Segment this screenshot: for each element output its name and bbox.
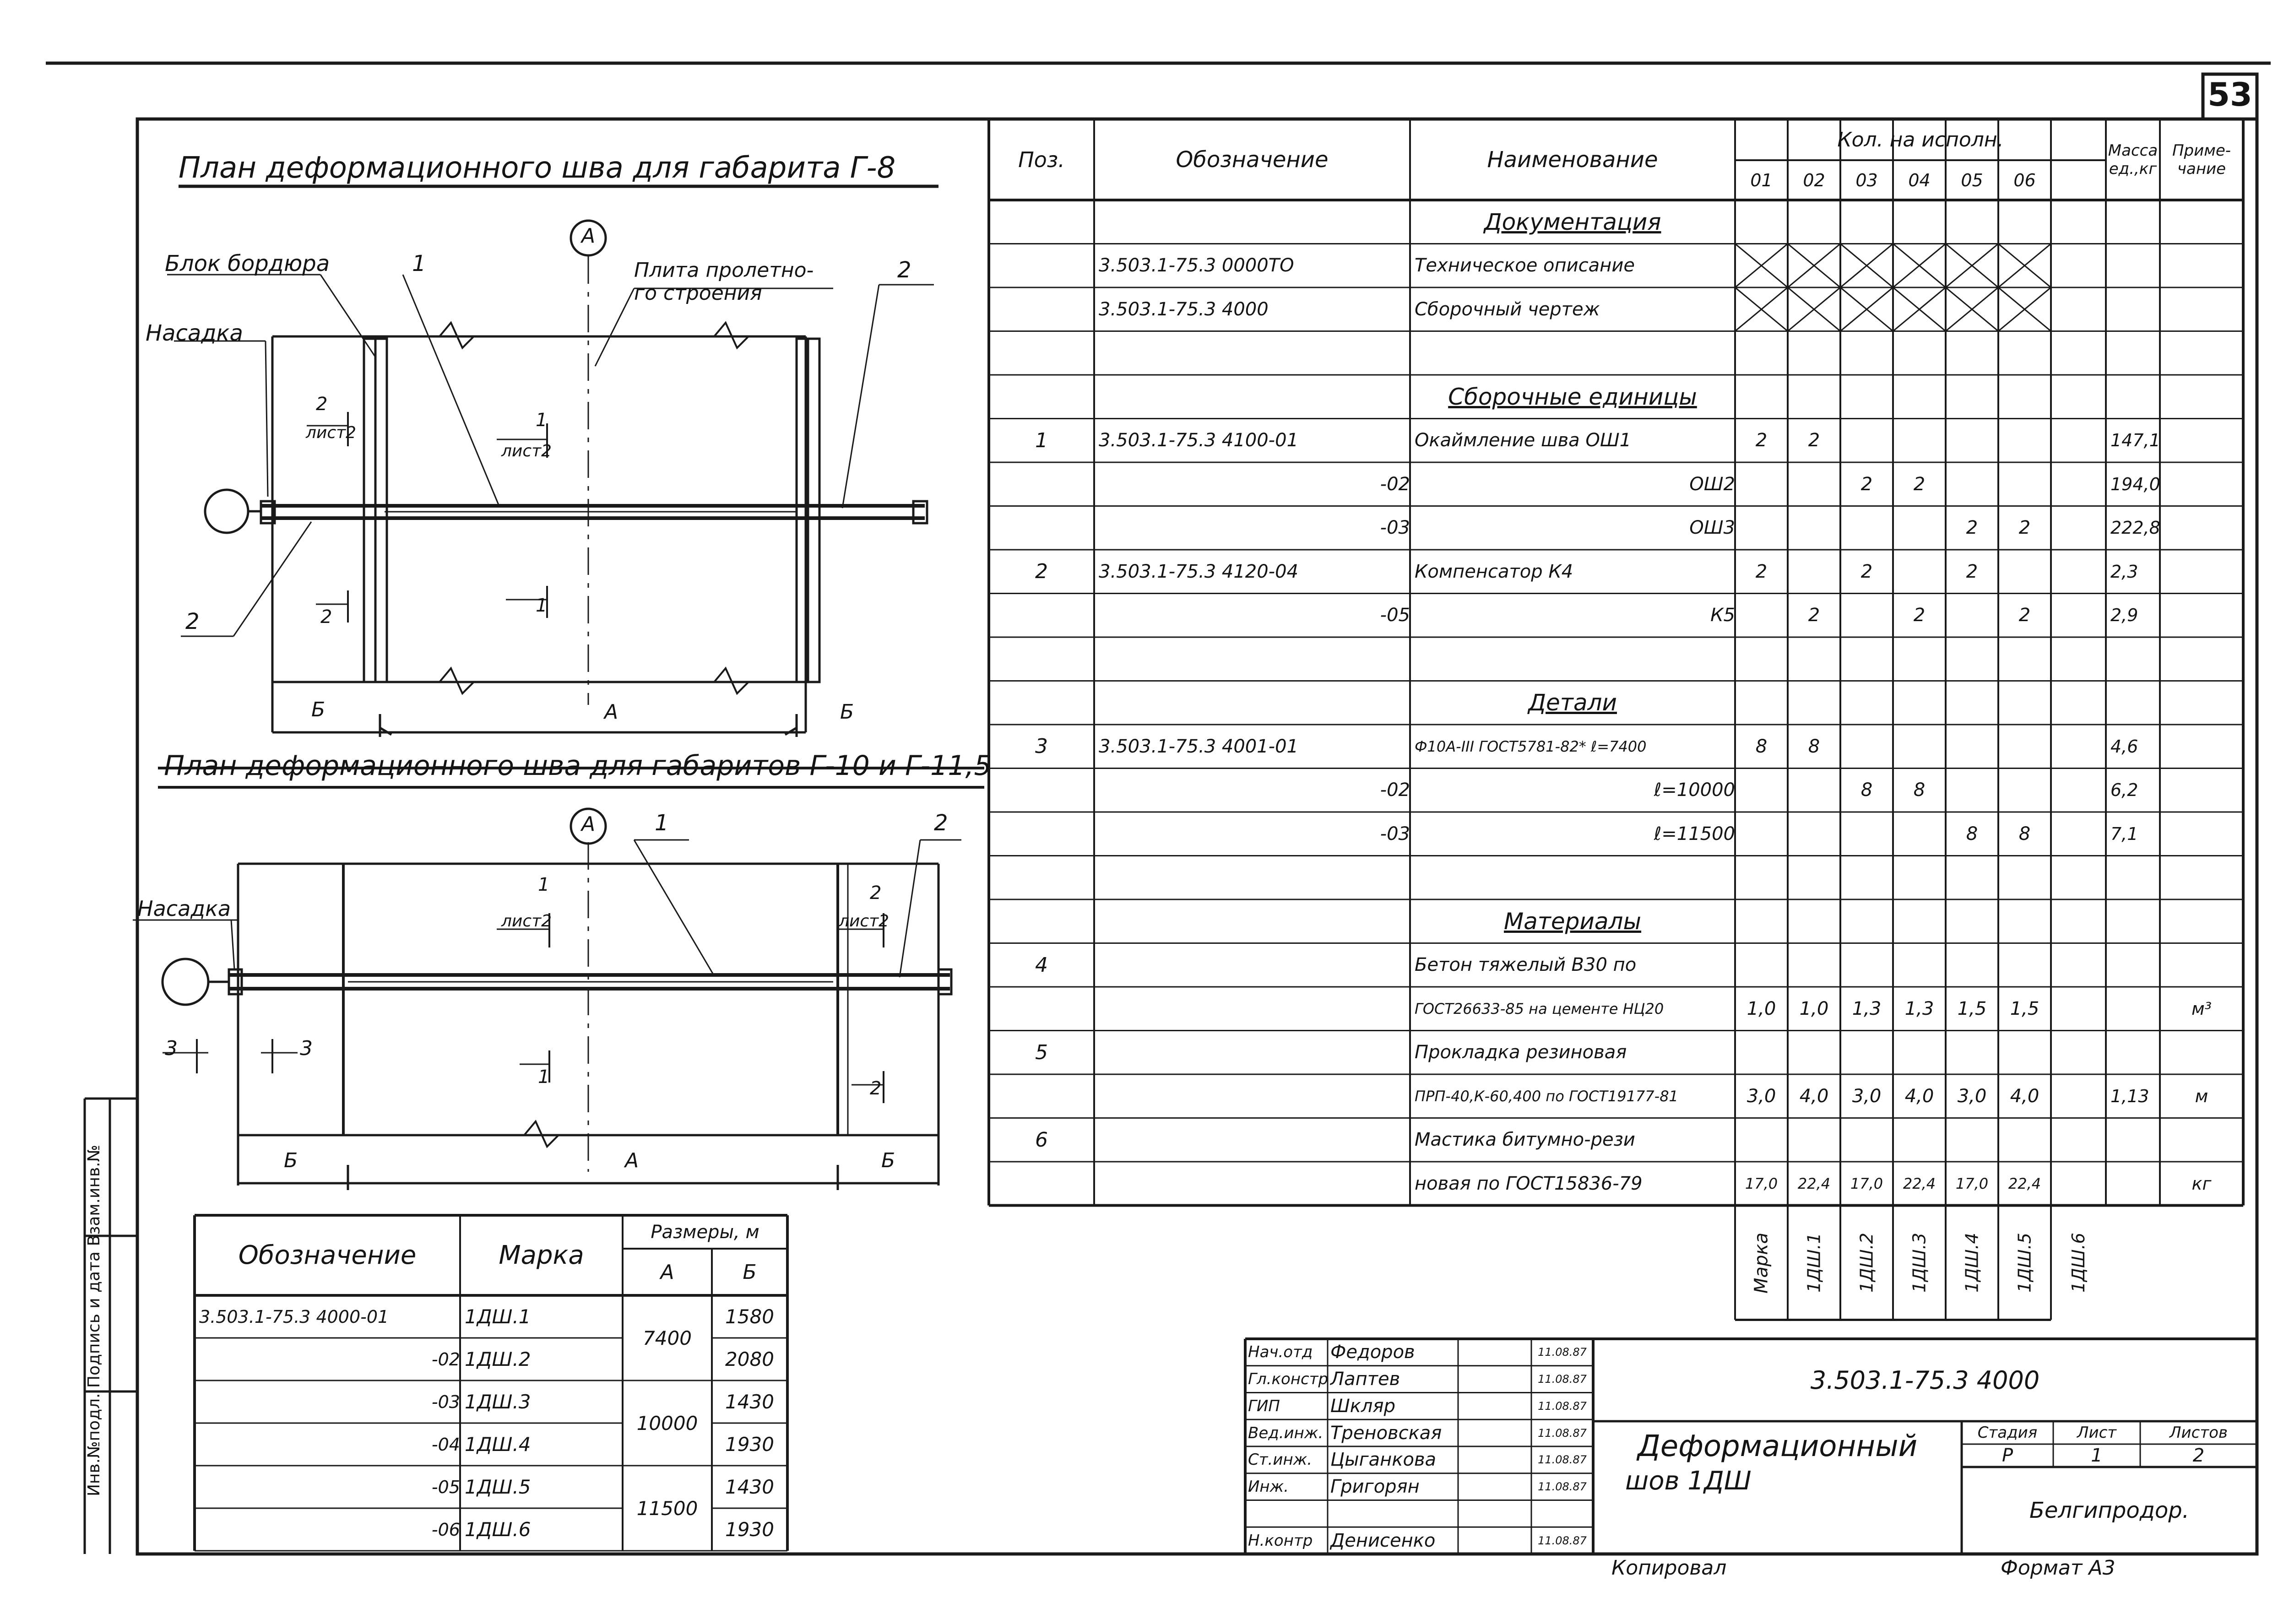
spec-qty: 2: [1966, 561, 1978, 582]
dims-designation: -03: [431, 1391, 460, 1412]
tb-role: Ст.инж.: [1248, 1451, 1313, 1469]
tb-sheets-label: Листов: [2169, 1424, 2228, 1442]
spec-designation: 3.503.1-75.3 4120-04: [1099, 561, 1299, 582]
plan1-pos1: 1: [412, 251, 426, 276]
spec-name: Прокладка резиновая: [1415, 1042, 1627, 1063]
plan2-pos1: 1: [655, 810, 669, 836]
spec-section-title: Сборочные единицы: [1448, 383, 1697, 410]
plan2-cut2-lower: 2: [870, 1078, 882, 1099]
spec-designation: 3.503.1-75.3 4100-01: [1099, 430, 1299, 451]
dims-designation: -04: [431, 1434, 460, 1455]
spec-mass: 2,9: [2110, 605, 2138, 626]
spec-qty: 1,0: [1747, 998, 1776, 1019]
spec-pos: 2: [1035, 560, 1048, 584]
plan1-title: План деформационного шва для габарита Г-8: [179, 151, 896, 185]
dims-designation: -05: [431, 1477, 460, 1497]
plan2-section-a: А: [581, 812, 596, 836]
tb-role: Нач.отд: [1248, 1343, 1313, 1362]
spec-mass: 2,3: [2110, 561, 2138, 582]
spec-qty: 2: [1755, 430, 1768, 451]
spec-header-qty: Кол. на исполн.: [1837, 128, 2004, 152]
paper-format: Формат А3: [2001, 1556, 2115, 1580]
spec-name: Мастика битумно-рези: [1415, 1129, 1635, 1151]
spec-name: Сборочный чертеж: [1415, 298, 1600, 320]
tb-name: Лаптев: [1330, 1369, 1400, 1390]
spec-qty: 1,3: [1904, 998, 1934, 1019]
spec-pos: 5: [1035, 1040, 1048, 1064]
tb-date: 11.08.87: [1538, 1426, 1587, 1440]
dims-b: 1430: [725, 1476, 774, 1498]
spec-qty: 2: [1755, 561, 1768, 582]
spec-name: ОШ2: [1689, 473, 1735, 495]
spec-mass: 4,6: [2110, 736, 2138, 757]
spec-qty: 3,0: [1747, 1085, 1776, 1107]
spec-mass: 6,2: [2110, 780, 2138, 801]
spec-section-title: Материалы: [1504, 908, 1641, 935]
tb-date: 11.08.87: [1538, 1373, 1587, 1386]
tb-role: Инж.: [1248, 1478, 1289, 1496]
spec-pos: 6: [1035, 1128, 1048, 1152]
dims-b: 1430: [725, 1391, 774, 1413]
spec-header-mass: Масса ед.,кг: [2108, 141, 2158, 178]
plan1-cut2-sheet: лист2: [306, 423, 357, 442]
spec-qty: 1,0: [1799, 998, 1829, 1019]
plan2-cut2-sheet: лист2: [839, 912, 890, 931]
spec-qty: 2: [1913, 605, 1926, 626]
tb-date: 11.08.87: [1538, 1399, 1587, 1413]
spec-note: м³: [2191, 998, 2212, 1019]
spec-designation: -05: [1380, 605, 1410, 626]
plan2-cut1-sheet: лист2: [501, 912, 552, 931]
plan2-cut3-left: 3: [165, 1037, 178, 1060]
plan1-pos2: 2: [897, 257, 911, 283]
spec-qty: 2: [1808, 430, 1820, 451]
tb-doc-title-2: шов 1ДШ: [1625, 1466, 1752, 1496]
spec-pos: 4: [1035, 953, 1048, 977]
tb-name: Треновская: [1330, 1422, 1442, 1444]
dims-header-b: Б: [743, 1260, 757, 1284]
spec-qty: 1,5: [2010, 998, 2039, 1019]
dims-header-a: А: [660, 1260, 674, 1284]
dims-b: 1930: [725, 1518, 774, 1541]
spec-name: ℓ=11500: [1654, 823, 1735, 844]
spec-mass: 147,1: [2110, 430, 2160, 451]
sheet-number: 53: [2208, 76, 2252, 114]
dims-mark: 1ДШ.4: [465, 1433, 531, 1456]
plan1-section-a: А: [581, 224, 596, 248]
plan1-label-nozzle: Насадка: [146, 320, 243, 346]
spec-header-variant: 04: [1908, 170, 1931, 190]
spec-qty: 8: [1755, 736, 1768, 757]
spec-qty: 2: [2018, 605, 2031, 626]
spec-note: м: [2195, 1086, 2208, 1106]
plan2-dim-b-left: Б: [284, 1149, 298, 1172]
plan2-cut1-lower: 1: [538, 1066, 550, 1088]
spec-name: Ф10А-III ГОСТ5781-82* ℓ=7400: [1415, 737, 1647, 755]
spec-name: К5: [1710, 605, 1735, 626]
dims-b: 2080: [725, 1348, 774, 1370]
plan1-cut1-num: 1: [536, 410, 548, 431]
spec-name: Бетон тяжелый В30 по: [1415, 954, 1637, 976]
plan2-cut1-num: 1: [538, 874, 550, 895]
tb-sheets: 2: [2192, 1445, 2205, 1466]
plan1-cut1-sheet: лист2: [501, 442, 552, 460]
plan2-cut3-right: 3: [300, 1037, 313, 1060]
spec-name: ОШ3: [1689, 517, 1735, 539]
spec-qty: 8: [1860, 780, 1873, 801]
spec-qty: 2: [1860, 561, 1873, 582]
plan2-pos2: 2: [934, 810, 948, 836]
dims-a-value: 11500: [636, 1497, 698, 1520]
spec-qty: 22,4: [1797, 1175, 1831, 1192]
plan1-dim-a: А: [604, 700, 618, 724]
spec-header-variant: 03: [1855, 170, 1878, 190]
tb-doc-title-1: Деформационный: [1637, 1429, 1918, 1463]
spec-designation: -03: [1380, 823, 1410, 844]
spec-mark: 1ДШ.1: [1804, 1233, 1824, 1293]
plan1-label-border-block: Блок бордюра: [165, 251, 330, 276]
spec-qty: 4,0: [1904, 1085, 1934, 1107]
tb-stage: Р: [2002, 1445, 2013, 1466]
dims-mark: 1ДШ.6: [465, 1518, 531, 1541]
spec-designation: -03: [1380, 517, 1410, 539]
tb-code: 3.503.1-75.3 4000: [1810, 1365, 2040, 1395]
dims-mark: 1ДШ.1: [465, 1305, 531, 1328]
spec-section-title: Документация: [1484, 208, 1661, 235]
plan2-dim-a: А: [625, 1149, 639, 1172]
spec-designation: 3.503.1-75.3 4000: [1099, 298, 1269, 320]
spec-qty: 2: [1860, 473, 1873, 495]
side-stamp: Инв.№подл. Подпись и дата Взам.инв.№: [85, 1144, 103, 1497]
dims-mark: 1ДШ.3: [465, 1391, 531, 1413]
spec-designation: -02: [1380, 473, 1410, 495]
tb-role: ГИП: [1248, 1397, 1280, 1415]
spec-header-variant: 02: [1803, 170, 1825, 190]
spec-qty: 17,0: [1745, 1175, 1778, 1192]
spec-qty: 2: [1966, 517, 1978, 539]
spec-marks-label: Марка: [1751, 1232, 1772, 1294]
spec-qty: 3,0: [1957, 1085, 1987, 1107]
spec-mark: 1ДШ.5: [2014, 1233, 2035, 1293]
spec-name: Окаймление шва ОШ1: [1415, 430, 1632, 451]
tb-stage-label: Стадия: [1977, 1424, 2038, 1442]
tb-sheet: 1: [2091, 1445, 2103, 1466]
spec-designation: 3.503.1-75.3 0000ТО: [1099, 255, 1294, 276]
spec-pos: 1: [1035, 428, 1048, 452]
tb-date: 11.08.87: [1538, 1453, 1587, 1467]
spec-qty: 4,0: [2010, 1085, 2039, 1107]
spec-mark: 1ДШ.3: [1909, 1233, 1930, 1293]
spec-qty: 3,0: [1852, 1085, 1882, 1107]
dims-b: 1930: [725, 1433, 774, 1456]
spec-name: Техническое описание: [1415, 255, 1635, 276]
plan2-dim-b-right: Б: [881, 1149, 895, 1172]
plan1-cut2-num: 2: [316, 394, 328, 415]
tb-name: Денисенко: [1330, 1530, 1436, 1551]
spec-name: ГОСТ26633-85 на цементе НЦ20: [1415, 1000, 1664, 1018]
spec-mass: 222,8: [2110, 518, 2160, 538]
dims-designation: -06: [431, 1519, 460, 1540]
spec-designation: 3.503.1-75.3 4001-01: [1099, 736, 1299, 757]
tb-date: 11.08.87: [1538, 1480, 1587, 1494]
spec-qty: 22,4: [2008, 1175, 2041, 1192]
plan2-title: План деформационного шва для габаритов Г-10 и Г-11,5: [164, 750, 992, 782]
spec-qty: 2: [1808, 605, 1820, 626]
plan1-label-slab-1: Плита пролетно-: [634, 259, 814, 282]
spec-qty: 2: [1913, 473, 1926, 495]
plan1-dim-b-right: Б: [840, 700, 854, 724]
spec-section-title: Детали: [1528, 689, 1617, 716]
tb-date: 11.08.87: [1538, 1346, 1587, 1359]
tb-name: Григорян: [1330, 1476, 1420, 1498]
tb-role: Н.контр: [1248, 1531, 1313, 1550]
spec-name: Компенсатор К4: [1415, 561, 1573, 582]
spec-mark: 1ДШ.2: [1856, 1233, 1877, 1293]
dims-designation: -02: [431, 1349, 460, 1370]
dims-mark: 1ДШ.2: [465, 1348, 531, 1370]
plan1-cut2-lower: 2: [320, 606, 332, 628]
tb-sheet-label: Лист: [2077, 1424, 2117, 1442]
spec-qty: 8: [1808, 736, 1820, 757]
tb-name: Цыганкова: [1330, 1449, 1437, 1471]
dims-header-sizes: Размеры, м: [651, 1221, 759, 1243]
spec-qty: 17,0: [1955, 1175, 1989, 1192]
spec-qty: 8: [1913, 780, 1926, 801]
tb-org: Белгипродор.: [2029, 1498, 2190, 1523]
spec-header-pos: Поз.: [1018, 147, 1065, 172]
plan1-dim-b-left: Б: [311, 698, 325, 721]
spec-mass: 194,0: [2110, 474, 2160, 494]
dims-mark: 1ДШ.5: [465, 1476, 531, 1498]
tb-role: Вед.инж.: [1248, 1424, 1323, 1442]
spec-header-name: Наименование: [1487, 146, 1658, 173]
dims-designation: 3.503.1-75.3 4000-01: [199, 1306, 389, 1327]
spec-mass: 7,1: [2110, 823, 2138, 844]
spec-pos: 3: [1035, 735, 1048, 758]
spec-qty: 8: [1966, 823, 1978, 844]
tb-date: 11.08.87: [1538, 1534, 1587, 1547]
spec-qty: 2: [2018, 517, 2031, 539]
spec-note: кг: [2191, 1173, 2212, 1194]
plan2-label-nozzle: Насадка: [137, 896, 231, 921]
spec-name: ПРП-40,К-60,400 по ГОСТ19177-81: [1415, 1087, 1678, 1105]
spec-mass: 1,13: [2110, 1086, 2149, 1106]
tb-name: Шкляр: [1330, 1395, 1395, 1417]
spec-qty: 22,4: [1903, 1175, 1936, 1192]
spec-header-variant: 06: [2013, 170, 2036, 190]
copied-by: Копировал: [1611, 1556, 1727, 1580]
plan1-pos2-left: 2: [185, 609, 200, 634]
plan2-cut2-num: 2: [870, 882, 882, 904]
dims-header-designation: Обозначение: [238, 1240, 417, 1270]
spec-header-variant: 01: [1750, 170, 1773, 190]
dims-b: 1580: [725, 1305, 774, 1328]
spec-qty: 17,0: [1850, 1175, 1883, 1192]
tb-role: Гл.констр: [1248, 1370, 1329, 1389]
spec-qty: 1,3: [1852, 998, 1882, 1019]
spec-mark: 1ДШ.6: [2068, 1233, 2088, 1293]
plan1-label-slab-2: го строения: [634, 281, 762, 305]
spec-name: ℓ=10000: [1654, 780, 1735, 801]
spec-header-designation: Обозначение: [1176, 146, 1329, 173]
spec-mark: 1ДШ.4: [1962, 1233, 1982, 1293]
spec-qty: 8: [2018, 823, 2031, 844]
tb-name: Федоров: [1330, 1342, 1415, 1363]
spec-qty: 4,0: [1799, 1085, 1829, 1107]
dims-header-mark: Марка: [499, 1240, 584, 1270]
dims-a-value: 7400: [643, 1326, 692, 1349]
spec-header-note: Приме-чание: [2172, 141, 2231, 178]
spec-designation: -02: [1380, 780, 1410, 801]
spec-name: новая по ГОСТ15836-79: [1415, 1173, 1643, 1194]
spec-header-variant: 05: [1961, 170, 1983, 190]
spec-qty: 1,5: [1957, 998, 1987, 1019]
dims-a-value: 10000: [636, 1412, 698, 1435]
plan1-cut1-lower: 1: [536, 595, 548, 616]
